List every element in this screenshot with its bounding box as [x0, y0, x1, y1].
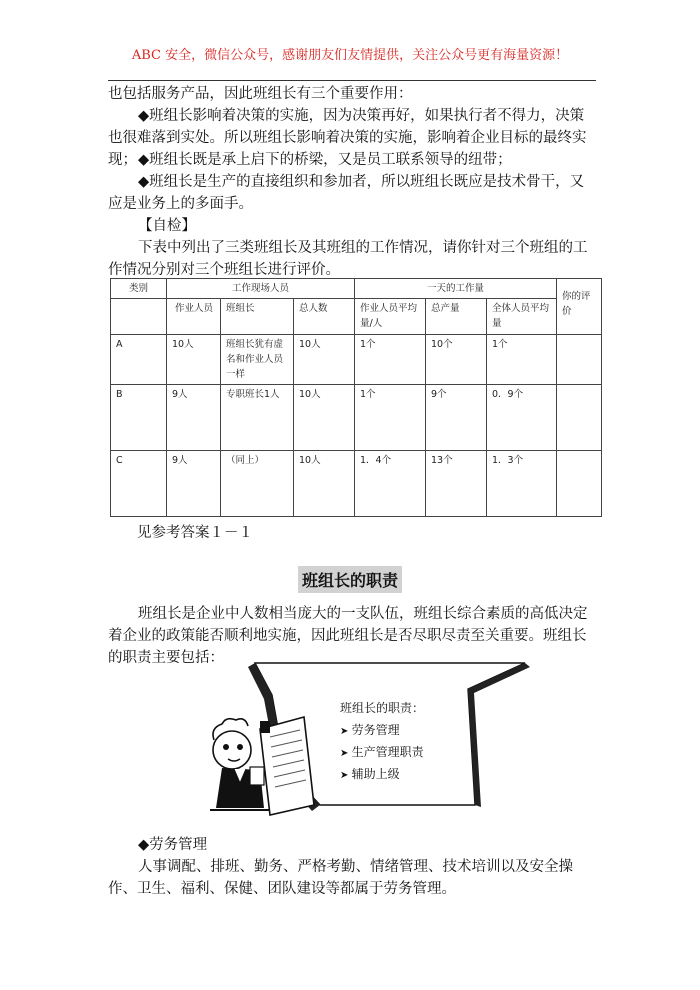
row-eval — [557, 335, 602, 385]
subheader-avg: 作业人员平均量/人 — [355, 299, 426, 335]
subheader-output: 总产量 — [426, 299, 487, 335]
duties-heading: 班组长的职责： — [340, 701, 425, 715]
row-output: 9个 — [426, 385, 487, 451]
header-daily-work: 一天的工作量 — [355, 279, 557, 299]
row-leader: 班组长犹有虚名和作业人员一样 — [221, 335, 294, 385]
row-workers: 9人 — [167, 385, 221, 451]
evaluation-table — [110, 278, 602, 517]
table-row — [111, 385, 602, 451]
duty-item-assist: ➤ 辅助上级 — [340, 764, 424, 786]
row-eval — [557, 451, 602, 517]
page-header-notice: ABC 安全，微信公众号，感谢朋友们友情提供，关注公众号更有海量资源！ — [131, 48, 569, 63]
intro-line: 也包括服务产品，因此班组长有三个重要作用： — [108, 86, 413, 102]
header-your-eval: 你的评价 — [557, 279, 602, 335]
row-output: 13个 — [426, 451, 487, 517]
row-workers: 9人 — [167, 451, 221, 517]
subheader-leader: 班组长 — [221, 299, 294, 335]
header-category: 类别 — [111, 279, 167, 299]
duty-item-labor: ➤ 劳务管理 — [340, 720, 424, 742]
row-all-avg: 1个 — [487, 335, 557, 385]
intro-bullet-1: ◆班组长影响着决策的实施，因为决策再好，如果执行者不得力，决策也很难落到实处。所以班组长影响着决策的实施，影响着企业目标的最终实现； — [108, 108, 587, 168]
row-category: A — [111, 335, 167, 385]
header-rule — [108, 80, 596, 81]
row-workers: 10人 — [167, 335, 221, 385]
header-site-staff: 工作现场人员 — [167, 279, 355, 299]
row-total: 10人 — [294, 335, 355, 385]
intro-bullet-3: ◆班组长是生产的直接组织和参加者，所以班组长既应是技术骨干，又应是业务上的多面手。 — [108, 174, 585, 212]
duty-item-production: ➤ 生产管理职责 — [340, 742, 424, 764]
answer-reference: 见参考答案１－１ — [137, 525, 253, 541]
selfcheck-title: 【自检】 — [138, 218, 196, 234]
row-avg: 1．4个 — [355, 451, 426, 517]
row-all-avg: 0．9个 — [487, 385, 557, 451]
row-total: 10人 — [294, 451, 355, 517]
clipboard-icon — [260, 717, 314, 815]
table-row — [111, 335, 602, 385]
row-leader: （同上） — [221, 451, 294, 517]
subheader-workers: 作业人员 — [167, 299, 221, 335]
row-avg: 1个 — [355, 385, 426, 451]
subheader-total: 总人数 — [294, 299, 355, 335]
row-total: 10人 — [294, 385, 355, 451]
row-eval — [557, 385, 602, 451]
section-title — [0, 566, 700, 593]
row-avg: 1个 — [355, 335, 426, 385]
row-all-avg: 1．3个 — [487, 451, 557, 517]
row-category: C — [111, 451, 167, 517]
labor-paragraph: 人事调配、排班、勤务、严格考勤、情绪管理、技术培训以及安全操作、卫生、福利、保健、团队建设等都属于劳务管理。 — [108, 859, 573, 897]
intro-bullet-2: ◆班组长既是承上启下的桥梁，又是员工联系领导的纽带； — [138, 152, 512, 168]
row-output: 10个 — [426, 335, 487, 385]
header-blank — [111, 299, 167, 335]
row-category: B — [111, 385, 167, 451]
subheader-all-avg: 全体人员平均量 — [487, 299, 557, 335]
labor-title: ◆劳务管理 — [138, 837, 208, 853]
section-title-text: 班组长的职责 — [298, 566, 402, 593]
duties-list — [340, 698, 424, 786]
selfcheck-desc: 下表中列出了三类班组长及其班组的工作情况，请你针对三个班组的工作情况分别对三个班组长进行评价。 — [108, 240, 588, 278]
table-row — [111, 451, 602, 517]
section-paragraph: 班组长是企业中人数相当庞大的一支队伍，班组长综合素质的高低决定着企业的政策能否顺利地实施，因此班组长是否尽职尽责至关重要。班组长的职责主要包括： — [108, 606, 588, 666]
row-leader: 专职班长1人 — [221, 385, 294, 451]
